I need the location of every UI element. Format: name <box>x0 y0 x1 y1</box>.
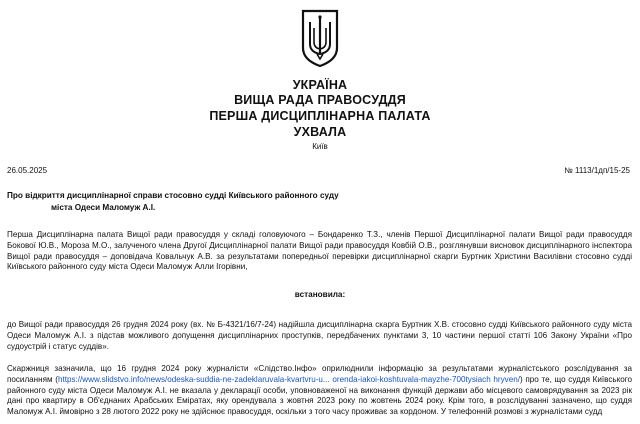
paragraph-composition: Перша Дисциплінарна палата Вищої ради правосуддя у складі головуючого – Бондаренко Т.З., членів Першої Дисциплінарної палати Вищої ради правосуддя Бокової Ю.В., Мороза М.О., залученого члена Другої Дисциплінарної палати Вищої ради правосуддя Ковбій О.В., розглянувши висновок дисциплінарного інспектора Вищої ради правосуддя – доповідача Ковальчук А.В. за результатами попередньої перевірки дисциплінарної скарги Буртник Христини Василівни стосовно судді Київського районного суду міста Одеси Маломуж Алли Ігорівни, <box>7 230 632 272</box>
chamber-title: ПЕРША ДИСЦИПЛІНАРНА ПАЛАТА <box>209 109 431 123</box>
institution-title: ВИЩА РАДА ПРАВОСУДДЯ <box>234 93 406 107</box>
paragraph-investigation-end: ) про те, що суддя Київського районного суду міста Одеси Маломуж А.І. не вказала у декларації особи, уповноваженої на виконання функцій держави або місцевого самоврядування за 2023 рік дані про квартиру в Об'єднаних Арабських Еміратах, яку орендувала з жовтня 2023 року по жовтень 2024 року. Крім того, в розслідуванні зазначено, що суддя Маломуж А.І. ймовірно з 28 лютого 2022 року не здійснює правосуддя, оскільки з того часу проживає за кордоном. У телефонній розмові з журналістами судд <box>7 374 633 417</box>
document-number: № 1113/1дп/15-25 <box>564 166 630 175</box>
document-date: 26.05.2025 <box>7 166 48 175</box>
document-subject <box>7 190 367 213</box>
document-type-title: УХВАЛА <box>293 125 347 139</box>
subject-line-2: міста Одеси Маломуж А.І. <box>51 202 156 212</box>
paragraph-investigation <box>7 364 632 418</box>
investigation-link[interactable]: https://www.slidstvo.info/news/odeska-suddia-ne-zadeklaruvala-kvartvru-u... orenda-iakoi-koshtuvala-mayzhe-700tysiach hryven/ <box>57 374 520 384</box>
established-heading: встановила: <box>294 290 346 299</box>
subject-line-1: Про відкриття дисциплінарної справи стосовно судді Київського районного суду <box>7 191 339 200</box>
coat-of-arms-of-ukraine-icon <box>300 8 340 68</box>
city-label: Київ <box>312 142 328 151</box>
country-title: УКРАЇНА <box>292 78 348 92</box>
paragraph-investigation-start: Скаржниця зазначила, що 16 грудня 2024 року журналісти «Слідство.Інфо» оприлюднили інформацію за результатами журналістського розслідування за посиланням ( <box>7 364 632 384</box>
paragraph-complaint: до Вищої ради правосуддя 26 грудня 2024 року (вх. № Б-4321/16/7-24) надійшла дисциплінарна скарга Буртник Х.В. стосовно судді Київського районного суду міста Одеси Маломуж А.І. з підстав можливого допущення дисциплінарних проступків, передбачених пунктами 3, 10 частини першої статті 106 Закону України «Про судоустрій і статус суддів». <box>7 320 632 351</box>
